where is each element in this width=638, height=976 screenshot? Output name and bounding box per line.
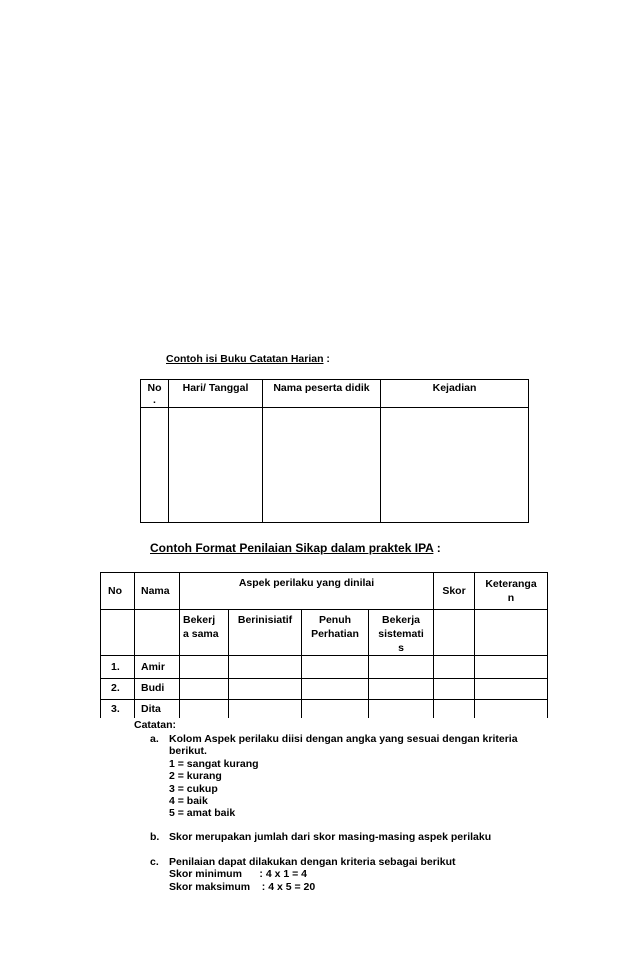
- table-cell: [263, 408, 381, 523]
- table-cell: [229, 700, 302, 719]
- note-b-label: b.: [150, 831, 160, 843]
- note-b: [134, 831, 492, 845]
- header-name: Nama: [135, 573, 180, 610]
- table-cell: [434, 610, 475, 656]
- header-event: Kejadian: [381, 380, 529, 408]
- table-row: [141, 408, 529, 523]
- table-row: [101, 700, 548, 719]
- note-c: [134, 856, 456, 896]
- daily-notes-table: [140, 379, 529, 523]
- table-cell: [369, 656, 434, 679]
- table-cell: [369, 700, 434, 719]
- table-cell: [434, 656, 475, 679]
- aspect-attention: Penuh Perhatian: [302, 610, 369, 656]
- table-cell: [475, 679, 548, 700]
- table-cell: [434, 679, 475, 700]
- notes-heading: Catatan:: [134, 719, 177, 731]
- note-c-line: Skor minimum : 4 x 1 = 4: [169, 868, 308, 881]
- section1-title: Contoh isi Buku Catatan Harian :: [166, 353, 330, 365]
- note-c-line: Skor maksimum : 4 x 5 = 20: [169, 880, 316, 893]
- header-aspects: Aspek perilaku yang dinilai: [180, 573, 434, 610]
- header-no: No: [101, 573, 135, 610]
- section2-title: Contoh Format Penilaian Sikap dalam praktek IPA :: [150, 541, 441, 555]
- aspect-initiative: Berinisiatif: [229, 610, 302, 656]
- note-a-line: 2 = kurang: [169, 770, 222, 783]
- table-cell: [369, 679, 434, 700]
- table-cell: [135, 610, 180, 656]
- table-row: [101, 679, 548, 700]
- header-remarks: Keteranga n: [475, 573, 548, 610]
- header-no: No .: [141, 380, 169, 408]
- table-cell: [302, 700, 369, 719]
- row-name: Budi: [135, 679, 180, 700]
- header-score: Skor: [434, 573, 475, 610]
- note-c-label: c.: [150, 856, 159, 868]
- aspect-systematic: Bekerja sistemati s: [369, 610, 434, 656]
- table-header-row: [141, 380, 529, 408]
- table-cell: [180, 700, 229, 719]
- aspect-teamwork: Bekerj a sama: [180, 610, 229, 656]
- aspect-header-row: [101, 610, 548, 656]
- row-no: 2.: [101, 679, 135, 700]
- header-student-name: Nama peserta didik: [263, 380, 381, 408]
- row-no: 3.: [101, 700, 135, 719]
- note-c-line: Penilaian dapat dilakukan dengan kriteria sebagai berikut: [169, 856, 456, 868]
- table-cell: [381, 408, 529, 523]
- table-cell: [302, 679, 369, 700]
- note-a-line: berikut.: [169, 745, 207, 758]
- note-a-line: Kolom Aspek perilaku diisi dengan angka yang sesuai dengan kriteria: [169, 733, 518, 745]
- note-a-line: 1 = sangat kurang: [169, 757, 259, 770]
- section2-title-text: Contoh Format Penilaian Sikap dalam praktek IPA: [150, 541, 434, 555]
- table-cell: [101, 610, 135, 656]
- note-b-text: Skor merupakan jumlah dari skor masing-masing aspek perilaku: [169, 831, 492, 843]
- note-a-label: a.: [150, 733, 159, 745]
- table-cell: [475, 700, 548, 719]
- table-cell: [180, 679, 229, 700]
- row-name: Amir: [135, 656, 180, 679]
- table-cell: [229, 656, 302, 679]
- attitude-assessment-table: [100, 572, 548, 718]
- note-a-line: 5 = amat baik: [169, 807, 236, 820]
- table-cell: [475, 656, 548, 679]
- table-header-row: [101, 573, 548, 610]
- row-name: Dita: [135, 700, 180, 719]
- row-no: 1.: [101, 656, 135, 679]
- table-row: [101, 656, 548, 679]
- table-cell: [169, 408, 263, 523]
- note-a-line: 3 = cukup: [169, 782, 218, 795]
- notes-section: [134, 719, 518, 896]
- table-cell: [141, 408, 169, 523]
- section1-title-text: Contoh isi Buku Catatan Harian: [166, 353, 324, 365]
- table-cell: [180, 656, 229, 679]
- table-cell: [302, 656, 369, 679]
- table-cell: [229, 679, 302, 700]
- note-a-line: 4 = baik: [169, 795, 208, 807]
- table-cell: [475, 610, 548, 656]
- header-date: Hari/ Tanggal: [169, 380, 263, 408]
- table-cell: [434, 700, 475, 719]
- note-a: [134, 733, 518, 820]
